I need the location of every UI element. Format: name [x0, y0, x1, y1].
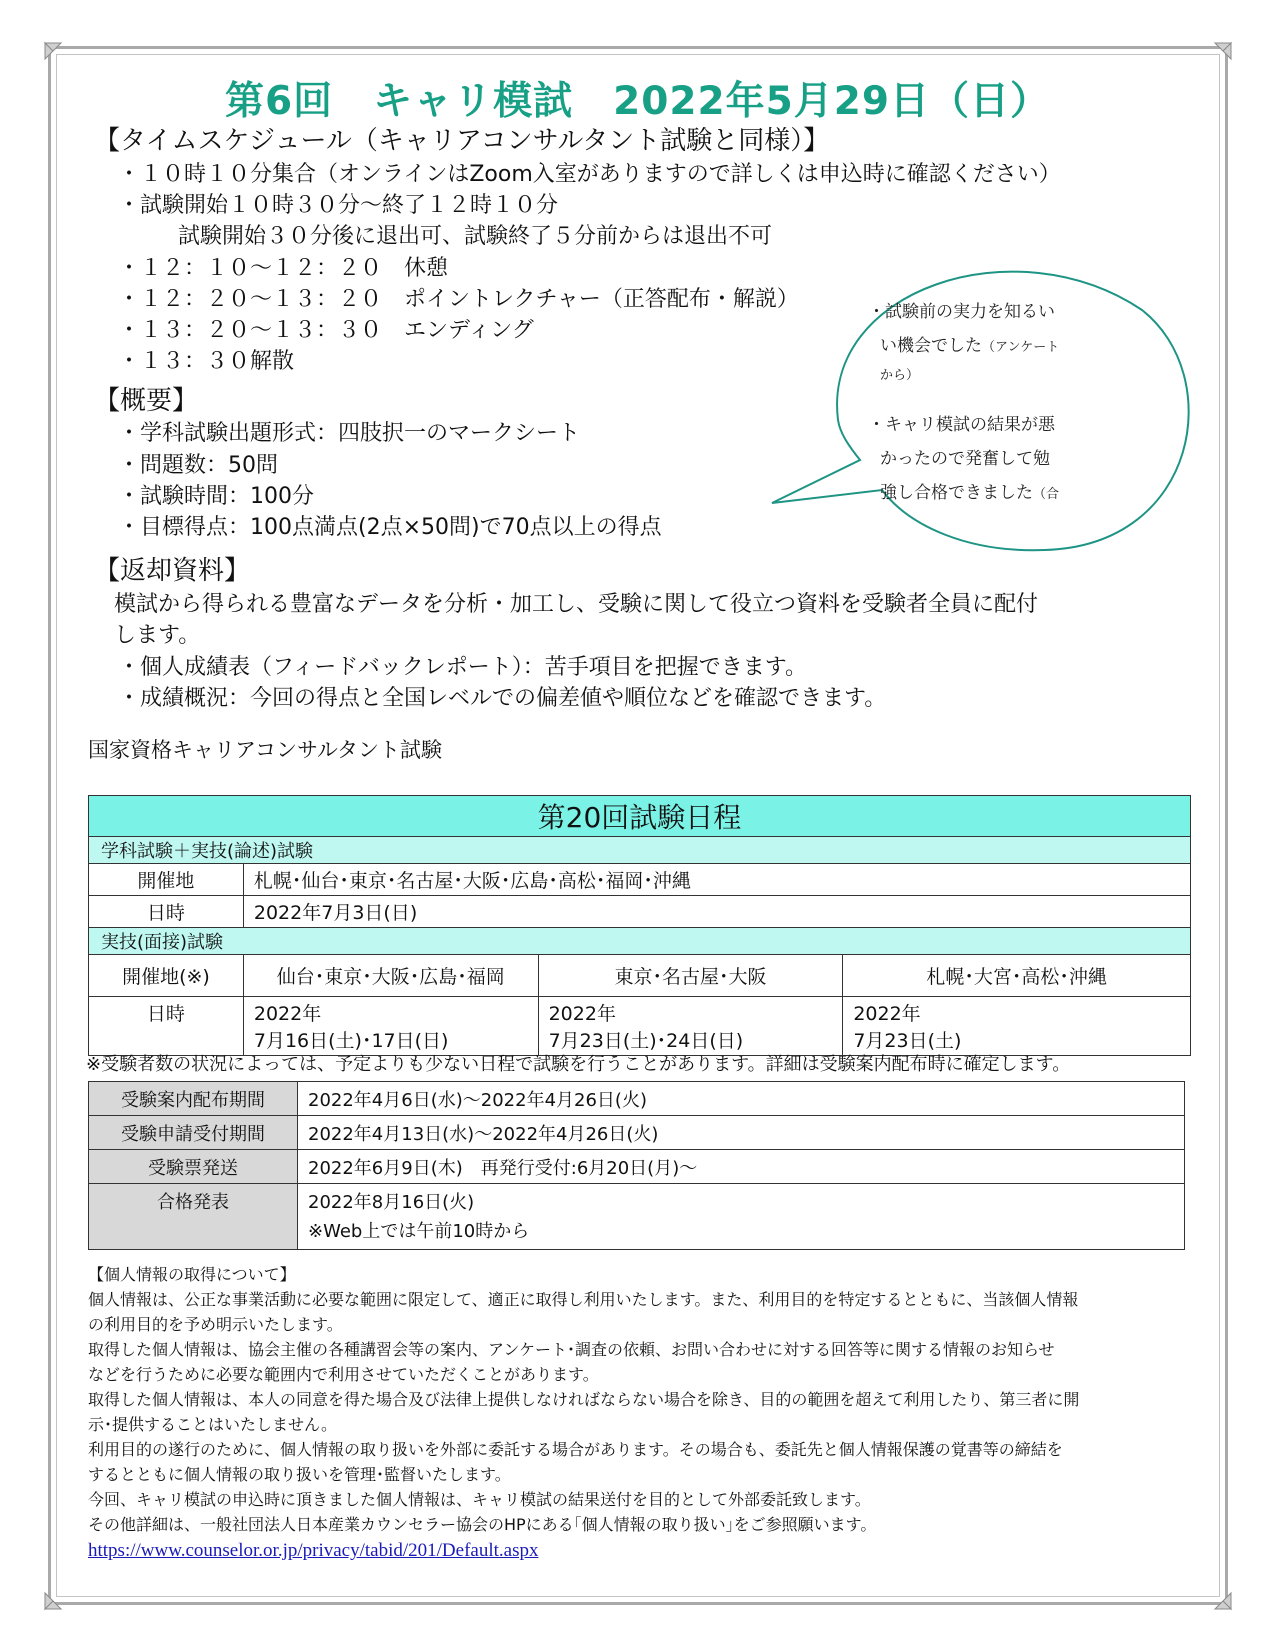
dates-label: 合格発表 — [89, 1184, 298, 1250]
interview-venue: 札幌･大宮･高松･沖縄 — [843, 955, 1191, 997]
written-venue-label: 開催地 — [89, 864, 244, 896]
privacy-text: 今回、キャリ模試の申込時に頂きました個人情報は、キャリ模試の結果送付を目的として外部委託致します。 — [88, 1490, 871, 1509]
interview-exam-heading: 実技(面接)試験 — [89, 928, 1191, 955]
dates-value: 2022年4月13日(水)～2022年4月26日(火) — [298, 1116, 1185, 1150]
privacy-policy-link[interactable]: https://www.counselor.or.jp/privacy/tabid/201/Default.aspx — [88, 1540, 539, 1561]
bubble-text: から） — [880, 368, 920, 383]
privacy-heading: 【個人情報の取得について】 — [88, 1265, 296, 1284]
exam-dates-table — [88, 1081, 1185, 1250]
materials-text: 模試から得られる豊富なデータを分析・加工し、受験に関して役立つ資料を受験者全員に配付 — [114, 592, 1039, 617]
corner-ornament-icon — [42, 40, 64, 62]
written-date: 2022年7月3日(日) — [243, 896, 1190, 928]
bubble-text: ・キャリ模試の結果が悪 — [868, 415, 1055, 435]
corner-ornament-icon — [42, 1590, 64, 1612]
overview-item: ・試験時間：100分 — [118, 484, 314, 509]
schedule-item: ・１２：１０～１２：２０ 休憩 — [118, 256, 449, 281]
schedule-item: ・１３：２０～１３：３０ エンディング — [118, 318, 534, 343]
materials-item: ・個人成績表（フィードバックレポート）：苦手項目を把握できます。 — [118, 655, 808, 680]
schedule-item: ・１２：２０～１３：２０ ポイントレクチャー（正答配布・解説） — [118, 287, 799, 312]
dates-value: 2022年4月6日(水)～2022年4月26日(火) — [298, 1082, 1185, 1116]
privacy-text: 取得した個人情報は、本人の同意を得た場合及び法律上提供しなければならない場合を除き、目的の範囲を超えて利用したり、第三者に開 — [88, 1390, 1080, 1409]
bubble-text: 強し合格できました（合 — [880, 483, 1060, 503]
dates-label: 受験案内配布期間 — [89, 1082, 298, 1116]
dates-label: 受験申請受付期間 — [89, 1116, 298, 1150]
schedule-item: ・試験開始１０時３０分～終了１２時１０分 — [118, 193, 559, 218]
interview-date-label: 日時 — [89, 997, 244, 1056]
overview-heading: 【概要】 — [94, 386, 199, 416]
written-date-label: 日時 — [89, 896, 244, 928]
interview-date: 2022年 7月16日(土)･17日(日) — [243, 997, 538, 1056]
bubble-text: ・試験前の実力を知るい — [868, 302, 1055, 322]
page-title: 第6回 キャリ模試 2022年5月29日（日） — [224, 79, 1051, 124]
dates-value: 2022年6月9日(木) 再発行受付:6月20日(月)～ — [298, 1150, 1185, 1184]
overview-item: ・学科試験出題形式：四肢択一のマークシート — [118, 421, 581, 446]
written-exam-heading: 学科試験＋実技(論述)試験 — [89, 837, 1191, 864]
corner-ornament-icon — [1212, 1590, 1234, 1612]
privacy-text: するとともに個人情報の取り扱いを管理･監督いたします。 — [88, 1465, 511, 1484]
interview-date: 2022年 7月23日(土)･24日(日) — [538, 997, 843, 1056]
schedule-item: ・１３：３０解散 — [118, 349, 295, 374]
materials-text: します。 — [114, 623, 201, 648]
privacy-text: 示･提供することはいたしません。 — [88, 1415, 337, 1434]
schedule-item: 試験開始３０分後に退出可、試験終了５分前からは退出不可 — [178, 224, 773, 249]
privacy-text: その他詳細は、一般社団法人日本産業カウンセラー協会のHPにある｢個人情報の取り扱い｣をご参照願います。 — [88, 1515, 877, 1534]
privacy-text: の利用目的を予め明示いたします。 — [88, 1315, 343, 1334]
dates-label: 受験票発送 — [89, 1150, 298, 1184]
exam-schedule-table — [88, 795, 1191, 1056]
bubble-text: かったので発奮して勉 — [880, 449, 1050, 469]
overview-item: ・目標得点：100点満点(2点×50問)で70点以上の得点 — [118, 515, 662, 540]
materials-item: ・成績概況：今回の得点と全国レベルでの偏差値や順位などを確認できます。 — [118, 686, 887, 711]
interview-date: 2022年 7月23日(土) — [843, 997, 1191, 1056]
overview-item: ・問題数：50問 — [118, 453, 278, 478]
exam-caption: 国家資格キャリアコンサルタント試験 — [88, 738, 443, 762]
written-venue: 札幌･仙台･東京･名古屋･大阪･広島･高松･福岡･沖縄 — [243, 864, 1190, 896]
privacy-text: などを行うために必要な範囲内で利用させていただくことがあります。 — [88, 1365, 599, 1384]
exam-note: ※受験者数の状況によっては、予定よりも少ない日程で試験を行うことがあります。詳細は受験案内配布時に確定します。 — [86, 1054, 1071, 1075]
bubble-text: い機会でした（アンケート — [880, 336, 1060, 356]
dates-value: 2022年8月16日(火) ※Web上では午前10時から — [298, 1184, 1185, 1250]
privacy-text: 利用目的の遂行のために、個人情報の取り扱いを外部に委託する場合があります。その場合も、委託先と個人情報保護の覚書等の締結を — [88, 1440, 1063, 1459]
schedule-heading: 【タイムスケジュール（キャリアコンサルタント試験と同様）】 — [94, 126, 830, 156]
interview-venue-label: 開催地(※) — [89, 955, 244, 997]
materials-heading: 【返却資料】 — [94, 556, 251, 586]
exam-table-title: 第20回試験日程 — [89, 796, 1191, 837]
corner-ornament-icon — [1212, 40, 1234, 62]
privacy-text: 個人情報は、公正な事業活動に必要な範囲に限定して、適正に取得し利用いたします。また、利用目的を特定するとともに、当該個人情報 — [88, 1290, 1079, 1309]
privacy-text: 取得した個人情報は、協会主催の各種講習会等の案内、アンケート･調査の依頼、お問い合わせに対する回答等に関する情報のお知らせ — [88, 1340, 1055, 1359]
schedule-item: ・１０時１０分集合（オンラインはZoom入室がありますので詳しくは申込時に確認ください） — [118, 162, 1061, 187]
interview-venue: 東京･名古屋･大阪 — [538, 955, 843, 997]
interview-venue: 仙台･東京･大阪･広島･福岡 — [243, 955, 538, 997]
